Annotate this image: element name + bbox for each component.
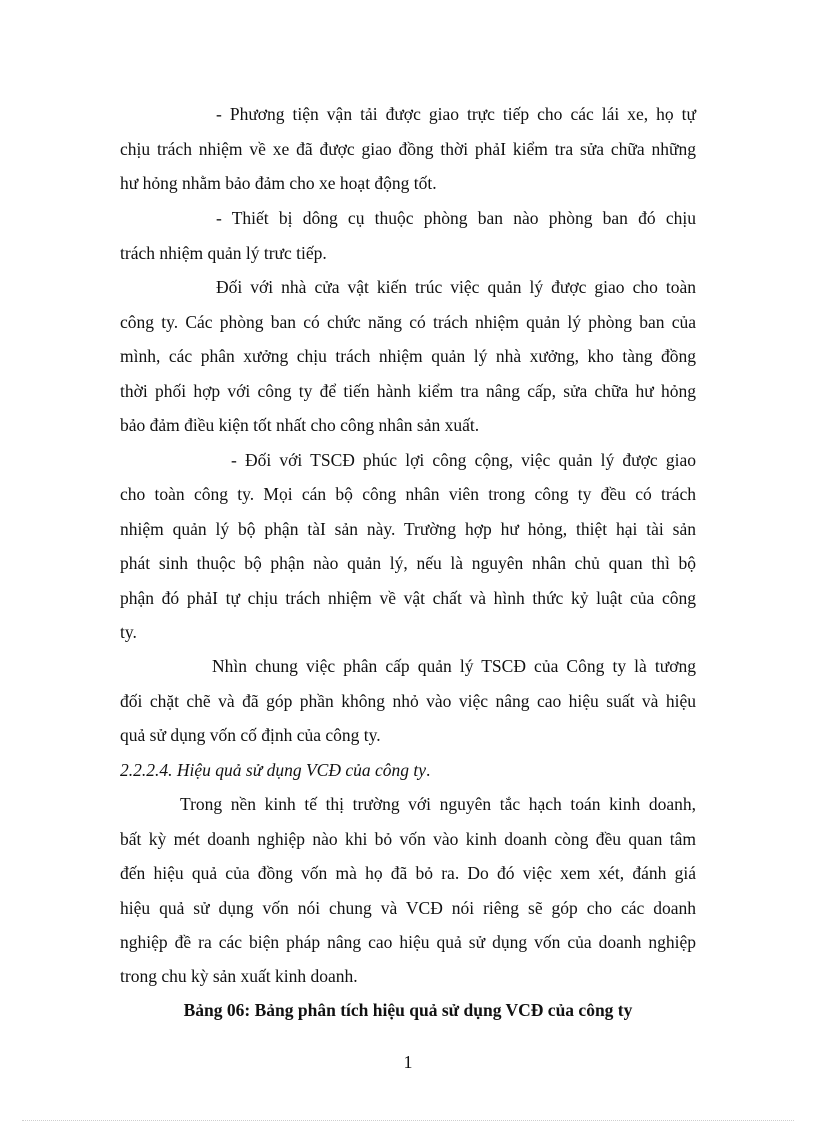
- text-line: bảo đảm điều kiện tốt nhất cho công nhân sản xuất.: [120, 415, 480, 435]
- text-line: quả sử dụng vốn cố định của công ty.: [120, 725, 381, 745]
- text-line: hiệu quả sử dụng vốn nói chung và VCĐ nói riêng sẽ góp cho các doanh: [120, 898, 696, 918]
- text-line: đối chặt chẽ và đã góp phần không nhỏ vào việc nâng cao hiệu suất và hiệu: [120, 691, 696, 711]
- text-line: chịu trách nhiệm về xe đã được giao đồng thời phảI kiểm tra sửa chữa những: [120, 139, 696, 159]
- text-line: phát sinh thuộc bộ phận nào quản lý, nếu là nguyên nhân chủ quan thì bộ: [120, 553, 696, 573]
- text-line: bất kỳ mét doanh nghiệp nào khi bỏ vốn vào kinh doanh còng đều quan tâm: [120, 829, 696, 849]
- section-heading-period: .: [426, 760, 431, 780]
- text-line: Đối với nhà cửa vật kiến trúc việc quản lý được giao cho toàn: [216, 277, 696, 297]
- text-line: công ty. Các phòng ban có chức năng có trách nhiệm quản lý phòng ban của: [120, 312, 696, 332]
- text-line: mình, các phân xưởng chịu trách nhiệm quản lý nhà xưởng, kho tàng đồng: [120, 346, 696, 366]
- text-line: nhiệm quản lý bộ phận tàI sản này. Trường hợp hư hỏng, thiệt hại tài sản: [120, 519, 696, 539]
- text-line: Trong nền kinh tế thị trường với nguyên tắc hạch toán kinh doanh,: [180, 794, 696, 814]
- text-line: nghiệp đề ra các biện pháp nâng cao hiệu quả sử dụng vốn của doanh nghiệp: [120, 932, 696, 952]
- text-line: - Thiết bị dông cụ thuộc phòng ban nào phòng ban đó chịu: [216, 208, 696, 228]
- text-line: thời phối hợp với công ty để tiến hành kiểm tra nâng cấp, sửa chữa hư hỏng: [120, 381, 696, 401]
- text-line: - Phương tiện vận tải được giao trực tiếp cho các lái xe, họ tự: [216, 104, 696, 124]
- text-line: ty.: [120, 622, 137, 642]
- text-line: hư hỏng nhằm bảo đảm cho xe hoạt động tốt.: [120, 173, 437, 193]
- text-line: phận đó phảI tự chịu trách nhiệm về vật chất và hình thức kỷ luật của công: [120, 588, 696, 608]
- text-line: trong chu kỳ sản xuất kinh doanh.: [120, 966, 358, 986]
- text-line: cho toàn công ty. Mọi cán bộ công nhân viên trong công ty đều có trách: [120, 484, 696, 504]
- section-heading: [120, 760, 430, 780]
- table-caption: Bảng 06: Bảng phân tích hiệu quả sử dụng VCĐ của công ty: [183, 1000, 633, 1020]
- text-line: Nhìn chung việc phân cấp quản lý TSCĐ của Công ty là tương: [212, 656, 696, 676]
- text-line: trách nhiệm quản lý trưc tiếp.: [120, 243, 327, 263]
- text-line: - Đối với TSCĐ phúc lợi công cộng, việc quản lý được giao: [231, 450, 696, 470]
- page-footer-divider: [22, 1120, 794, 1121]
- section-heading-text: 2.2.2.4. Hiệu quả sử dụng VCĐ của công ty: [120, 760, 427, 780]
- page-number: 1: [403, 1052, 413, 1072]
- text-line: đến hiệu quả của đồng vốn mà họ đã bỏ ra. Do đó việc xem xét, đánh giá: [120, 863, 696, 883]
